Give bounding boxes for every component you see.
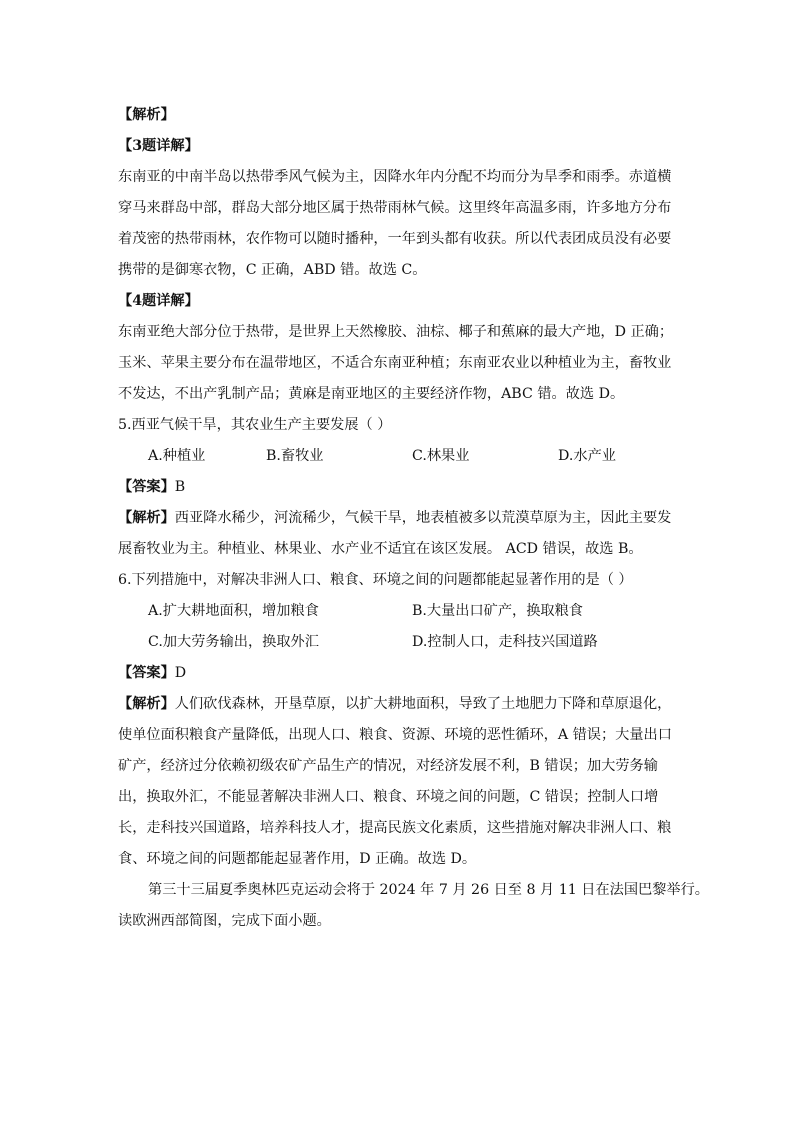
q5-answer [118, 472, 686, 503]
q5-option-a: A.种植业 [148, 448, 206, 464]
q6-option-c: C.加大劳务输出，换取外汇 [148, 634, 319, 650]
q4-line: 不发达，不出产乳制产品；黄麻是南亚地区的主要经济作物，ABC 错。故选 D。 [118, 386, 625, 402]
q5-option-b: B.畜牧业 [266, 448, 324, 464]
intro-line: 读欧洲西部简图，完成下面小题。 [118, 913, 331, 929]
q6-question: 6.下列措施中，对解决非洲人口、粮食、环境之间的问题都能起显著作用的是（ ） [118, 572, 633, 588]
q6-options-row1 [118, 596, 686, 627]
q5-analysis-label: 【解析】 [118, 510, 175, 526]
q6-analysis-line: 出，换取外汇，不能显著解决非洲人口、粮食、环境之间的问题，C 错误；控制人口增 [118, 789, 659, 805]
q6-answer [118, 658, 686, 689]
q3-header: 【3题详解】 [118, 138, 199, 154]
q6-analysis-label: 【解析】 [118, 696, 175, 712]
q5-answer-value: B [174, 479, 186, 495]
q6-option-a: A.扩大耕地面积，增加粮食 [148, 603, 319, 619]
q6-option-d: D.控制人口，走科技兴国道路 [412, 634, 598, 650]
q3-line: 穿马来群岛中部，群岛大部分地区属于热带雨林气候。这里终年高温多雨，许多地方分布 [118, 200, 672, 216]
q6-analysis-text: 人们砍伐森林，开垦草原，以扩大耕地面积，导致了土地肥力下降和草原退化， [174, 696, 672, 712]
q6-answer-label: 【答案】 [118, 665, 175, 681]
q4-line: 东南亚绝大部分位于热带，是世界上天然橡胶、油棕、椰子和蕉麻的最大产地，D 正确； [118, 324, 674, 340]
q6-analysis-line: 矿产，经济过分依赖初级农矿产品生产的情况，对经济发展不利，B 错误；加大劳务输 [118, 758, 658, 774]
q5-question: 5.西亚气候干旱，其农业生产主要发展（ ） [118, 417, 392, 433]
q6-analysis-line: 食、环境之间的问题都能起显著作用，D 正确。故选 D。 [118, 851, 477, 867]
q5-analysis [118, 503, 686, 534]
q5-analysis-text: 西亚降水稀少，河流稀少，气候干旱，地表植被多以荒漠草原为主，因此主要发 [174, 510, 672, 526]
q5-option-d: D.水产业 [558, 448, 616, 464]
q6-analysis-line: 使单位面积粮食产量降低，出现人口、粮食、资源、环境的恶性循环，A 错误；大量出口 [118, 727, 672, 743]
q6-options-row2 [118, 627, 686, 658]
q5-option-c: C.林果业 [412, 448, 470, 464]
q6-analysis [118, 689, 686, 720]
q6-option-b: B.大量出口矿产，换取粮食 [412, 603, 583, 619]
q6-analysis-line: 长，走科技兴国道路，培养科技人才，提高民族文化素质，这些措施对解决非洲人口、粮 [118, 820, 672, 836]
q3-line: 携带的是御寒衣物，C 正确，ABD 错。故选 C。 [118, 262, 427, 278]
q6-answer-value: D [174, 665, 187, 681]
intro-paragraph: 第三十三届夏季奥林匹克运动会将于 2024 年 7 月 26 日至 8 月 11 日在法国巴黎举行。 [148, 882, 709, 898]
document-page [118, 100, 709, 937]
q3-line: 着茂密的热带雨林，农作物可以随时播种，一年到头都有收获。所以代表团成员没有必要 [118, 231, 672, 247]
q5-analysis-line: 展畜牧业为主。种植业、林果业、水产业不适宜在该区发展。 ACD 错误，故选 B。 [118, 541, 643, 557]
q5-options [118, 441, 686, 472]
q5-answer-label: 【答案】 [118, 479, 175, 495]
q4-line: 玉米、苹果主要分布在温带地区，不适合东南亚种植；东南亚农业以种植业为主，畜牧业 [118, 355, 672, 371]
q3-line: 东南亚的中南半岛以热带季风气候为主，因降水年内分配不均而分为旱季和雨季。赤道横 [118, 169, 672, 185]
q4-header: 【4题详解】 [118, 293, 199, 309]
analysis-header: 【解析】 [118, 107, 175, 123]
